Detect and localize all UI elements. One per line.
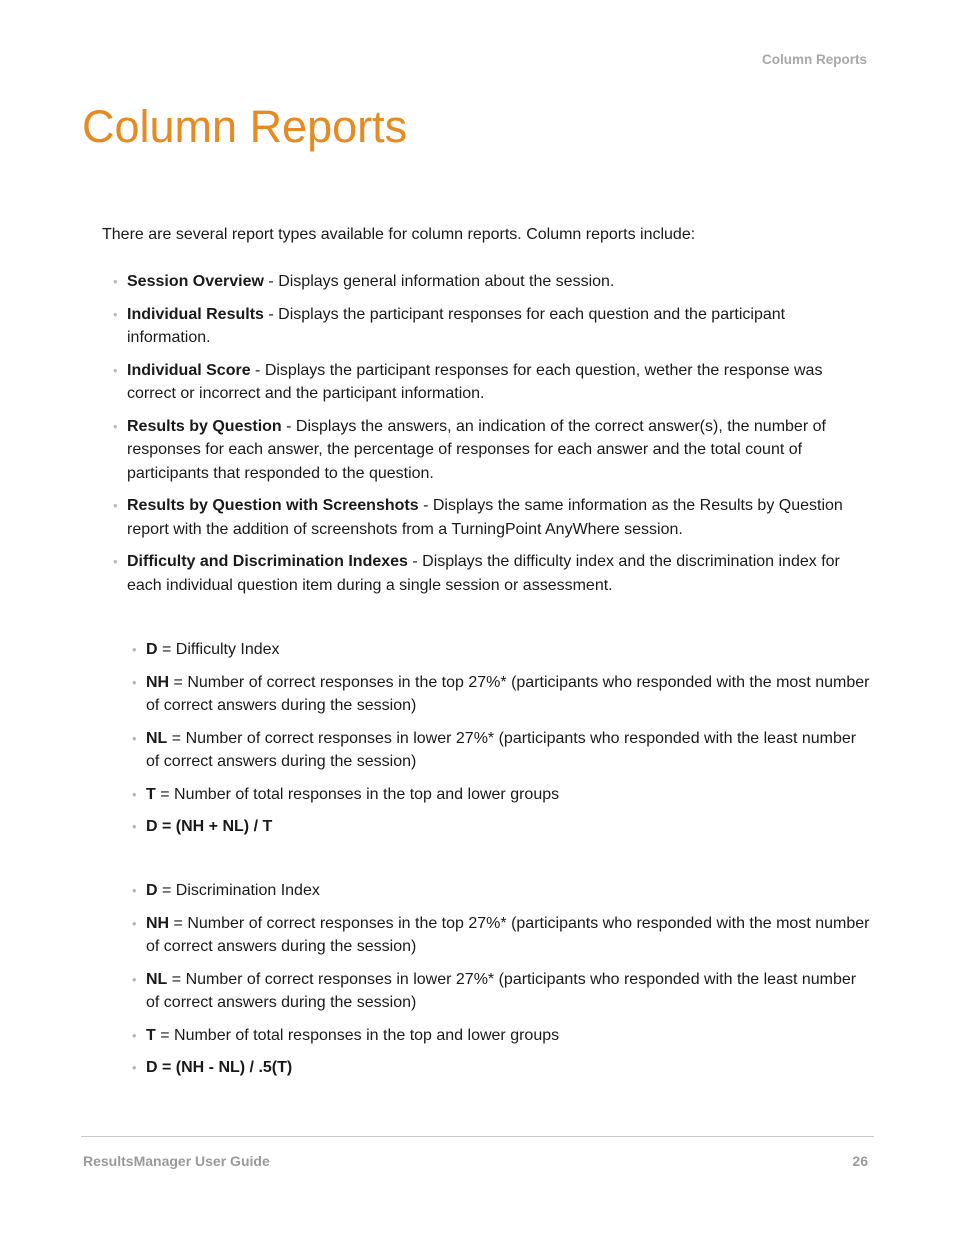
item-description: - Displays the participant responses for each question, wether the response was correct or incorrect and the participant information.: [127, 361, 823, 402]
item-description: - Displays the answers, an indication of the correct answer(s), the number of responses for each answer, the percentage of responses for each answer and the total count of participants that responded to the question.: [127, 417, 826, 482]
list-item: [132, 968, 872, 1015]
list-item: [113, 303, 872, 350]
intro-paragraph: There are several report types available for column reports. Column reports include:: [102, 226, 696, 243]
item-description: = Number of correct responses in the top 27%* (participants who responded with the most number of correct answers during the session): [146, 673, 870, 714]
item-term: NL: [146, 729, 168, 747]
bullet-icon: •: [132, 642, 137, 657]
item-description: = Number of correct responses in lower 27%* (participants who responded with the least number of correct answers during the session): [146, 970, 857, 1011]
item-description: = Number of total responses in the top and lower groups: [155, 1026, 560, 1044]
list-item: [113, 550, 872, 597]
list-item: [132, 1024, 872, 1048]
bullet-icon: •: [132, 1027, 137, 1043]
item-term: D: [146, 882, 158, 899]
item-term: Difficulty and Discrimination Indexes: [127, 553, 408, 570]
list-item: [132, 727, 872, 774]
difficulty-index-list: [132, 638, 872, 839]
bullet-icon: •: [113, 362, 118, 378]
footer-page-number: 26: [852, 1153, 868, 1169]
item-term: T: [146, 785, 156, 803]
item-term: Session Overview: [127, 273, 264, 290]
item-description: - Displays general information about the session.: [263, 273, 615, 290]
list-item: [132, 638, 872, 662]
bullet-icon: •: [113, 554, 118, 569]
item-term: T: [146, 1026, 156, 1044]
item-term: Individual Results: [127, 305, 264, 323]
bullet-icon: •: [113, 274, 118, 289]
item-description: = Difficulty Index: [157, 641, 280, 658]
item-description: = Number of correct responses in lower 27%* (participants who responded with the least number of correct answers during the session): [146, 729, 857, 770]
item-description: - Displays the difficulty index and the discrimination index for each individual question item during a single session or assessment.: [127, 553, 840, 594]
footer-divider: [81, 1136, 874, 1137]
list-item: [113, 359, 872, 406]
bullet-icon: •: [113, 498, 118, 513]
list-item: [132, 783, 872, 807]
item-term: NL: [146, 970, 168, 988]
item-description: - Displays the participant responses for each question and the participant information.: [127, 305, 786, 346]
item-term: Individual Score: [127, 361, 251, 379]
list-item: [113, 270, 872, 294]
bullet-icon: •: [113, 418, 118, 434]
item-description: = Number of correct responses in the top 27%* (participants who responded with the most number of correct answers during the session): [146, 914, 870, 955]
list-item: [132, 815, 872, 839]
item-term: NH: [146, 914, 170, 932]
item-term: Results by Question: [127, 417, 282, 435]
list-item: [132, 1056, 872, 1080]
running-header: Column Reports: [761, 52, 867, 67]
report-types-list: [113, 270, 872, 597]
bullet-icon: •: [132, 883, 137, 898]
list-item: [113, 494, 872, 541]
bullet-icon: •: [132, 1060, 137, 1075]
item-description: = Discrimination Index: [157, 882, 320, 899]
formula: D = (NH + NL) / T: [146, 818, 273, 835]
discrimination-index-list: [132, 879, 872, 1080]
bullet-icon: •: [132, 786, 137, 802]
item-term: Results by Question with Screenshots: [127, 497, 419, 514]
bullet-icon: •: [132, 915, 137, 931]
bullet-icon: •: [132, 674, 137, 690]
bullet-icon: •: [132, 730, 137, 746]
bullet-icon: •: [132, 971, 137, 987]
item-description: - Displays the same information as the Results by Question report with the addition of screenshots from a TurningPoint AnyWhere session.: [127, 497, 843, 538]
list-item: [113, 415, 872, 486]
list-item: [132, 879, 872, 903]
footer-guide-title: ResultsManager User Guide: [83, 1153, 270, 1169]
bullet-icon: •: [113, 306, 118, 322]
item-description: = Number of total responses in the top and lower groups: [155, 785, 560, 803]
page-title: Column Reports: [82, 101, 408, 152]
list-item: [132, 912, 872, 959]
item-term: D: [146, 641, 158, 658]
list-item: [132, 671, 872, 718]
bullet-icon: •: [132, 819, 137, 834]
formula: D = (NH - NL) / .5(T): [146, 1059, 293, 1076]
item-term: NH: [146, 673, 170, 691]
